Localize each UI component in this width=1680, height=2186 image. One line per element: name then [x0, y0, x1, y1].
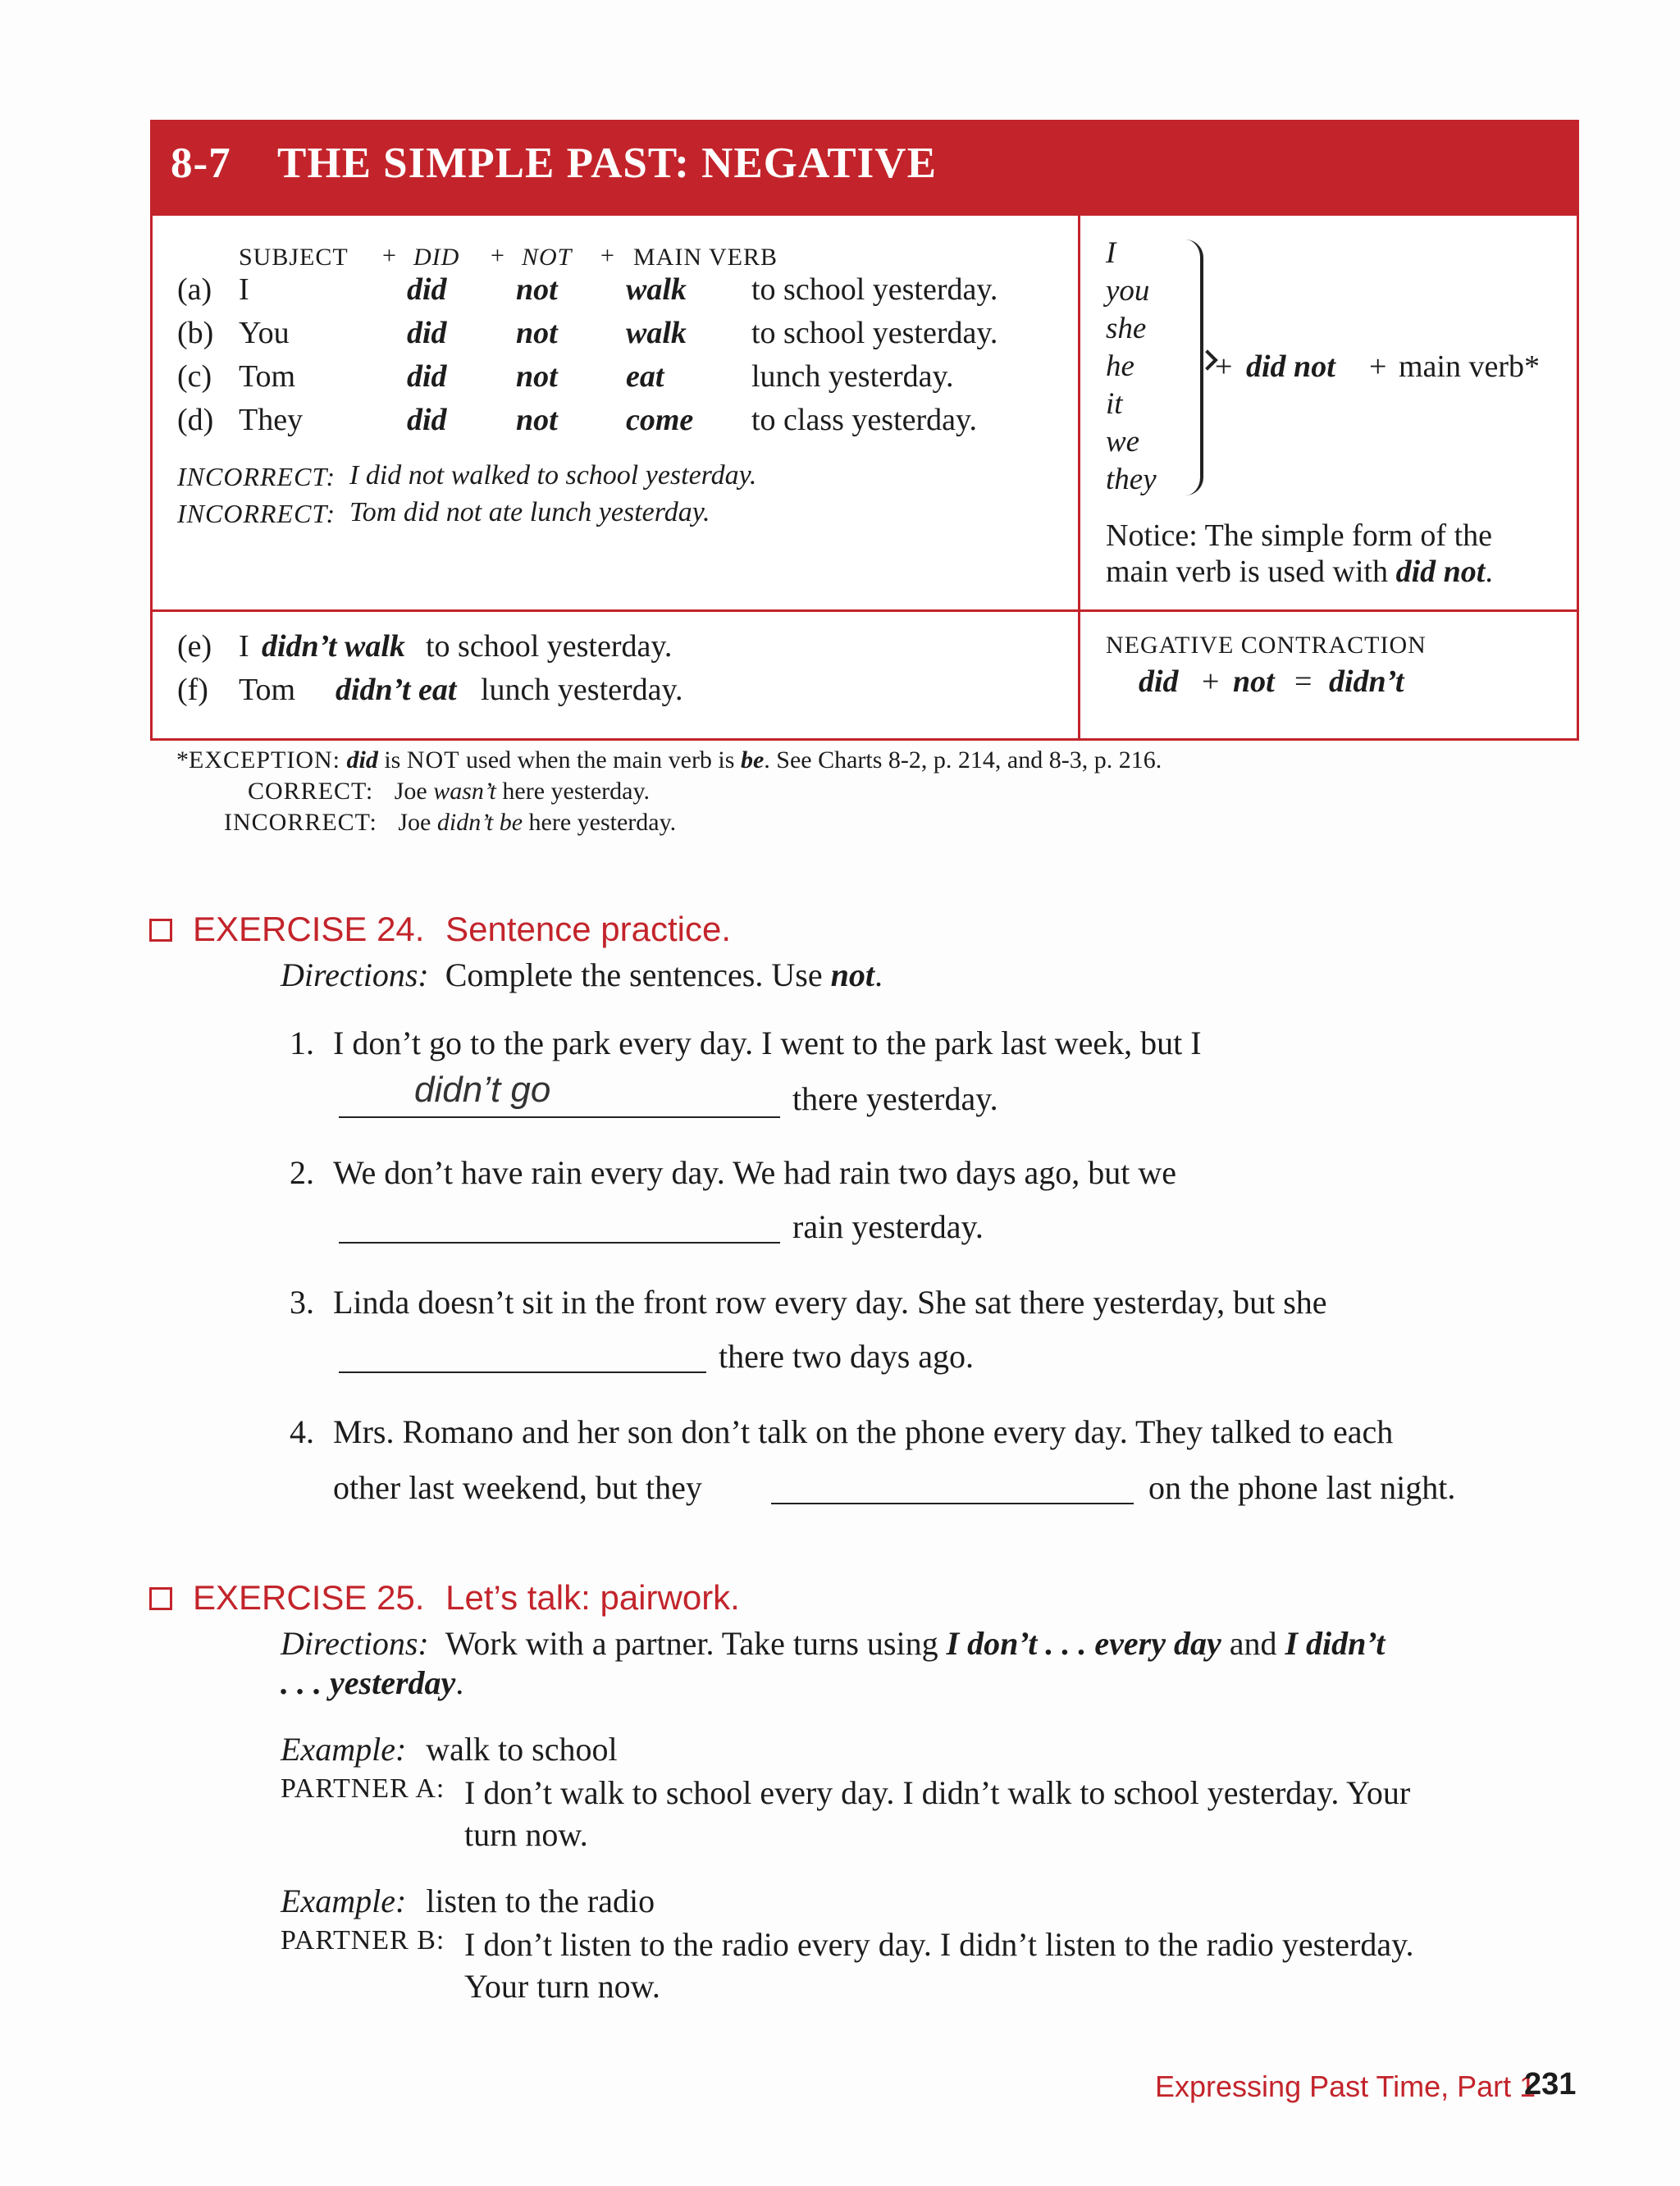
header-plus: + — [600, 242, 615, 269]
partner-label: PARTNER B: — [281, 1925, 445, 1956]
partner-text: I don’t listen to the radio every day. I didn’t listen to the radio yesterday. — [464, 1926, 1414, 1963]
notice-text: Notice: The simple form of the main verb is used with did not. — [1106, 518, 1493, 589]
exercise-checkbox[interactable] — [149, 919, 172, 942]
item-text: rain yesterday. — [792, 1208, 984, 1245]
partner-text: turn now. — [464, 1816, 588, 1853]
exercise-24-heading — [193, 910, 731, 949]
pronoun: they — [1106, 463, 1157, 496]
exercise-checkbox[interactable] — [149, 1587, 172, 1610]
grammar-chart: 8-7 THE SIMPLE PAST: NEGATIVE SUBJECT + DID + NOT + MAIN VERB (a) I did not walk to school yesterday. (b) You did not walk to school yesterday. (c) Tom did not eat lunch yesterday. (d) They did not come to class yesterday. INCORRECT: I did not walked to school yesterday. INCORRECT: Tom did not ate lunch yesterday. I you she he it we they + did not + main verb* Notice: The simple form of the main verb is used with did not. (e) I didn’t walk to school yesterday. (f) Tom didn’t eat lunch yesterday. NEGATIVE CONTRACTION did + not = didn’t — [150, 120, 1579, 741]
item-text: there two days ago. — [719, 1338, 975, 1375]
item-number: 3. — [290, 1284, 314, 1321]
partner-text: I don’t walk to school every day. I didn’t walk to school yesterday. Your — [464, 1774, 1411, 1811]
item-text: on the phone last night. — [1148, 1469, 1456, 1506]
answer-blank[interactable] — [339, 1115, 780, 1118]
item-text: Mrs. Romano and her son don’t talk on the phone every day. They talked to each — [333, 1413, 1394, 1450]
footnote-exception: *EXCEPTION: did is NOT used when the main verb is be. See Charts 8-2, p. 214, and 8-3, p. 216. — [176, 746, 1162, 774]
brace-icon — [1184, 240, 1203, 495]
item-text: We don’t have rain every day. We had rain two days ago, but we — [333, 1154, 1177, 1191]
footnote-correct: CORRECT: Joe wasn’t here yesterday. — [248, 778, 651, 805]
pronoun: it — [1106, 387, 1123, 421]
chart-divider-horizontal — [153, 609, 1577, 612]
item-text: other last weekend, but they — [333, 1469, 702, 1506]
example-prompt: Example: listen to the radio — [281, 1883, 655, 1919]
header-did: DID — [413, 244, 460, 271]
negative-contraction-title: NEGATIVE CONTRACTION — [1106, 632, 1427, 659]
chart-header — [153, 122, 1577, 216]
chart-number: 8-7 — [171, 139, 231, 187]
partner-text: Your turn now. — [464, 1968, 660, 2005]
item-text: Linda doesn’t sit in the front row every day. She sat there yesterday, but she — [333, 1284, 1327, 1321]
example-prompt: Example: walk to school — [281, 1731, 618, 1768]
footer-chapter-title: Expressing Past Time, Part 1 — [1155, 2070, 1536, 2103]
item-number: 4. — [290, 1413, 314, 1450]
item-text: I don’t go to the park every day. I went to the park last week, but I — [333, 1025, 1202, 1061]
footnote-incorrect: INCORRECT: Joe didn’t be here yesterday. — [224, 809, 677, 836]
pronoun: I — [1106, 236, 1116, 270]
answer-blank[interactable] — [339, 1240, 780, 1244]
header-not: NOT — [522, 244, 573, 271]
exercise-title: Let’s talk: pairwork. — [445, 1578, 740, 1617]
chart-title: THE SIMPLE PAST: NEGATIVE — [277, 139, 937, 187]
header-plus: + — [491, 242, 505, 269]
exercise-25-directions: Directions: Work with a partner. Take turns using I don’t . . . every day and I didn’t — [281, 1625, 1386, 1662]
pronoun: he — [1106, 349, 1134, 383]
pronoun: you — [1106, 274, 1150, 308]
exercise-25-directions-cont: . . . yesterday. — [281, 1664, 464, 1701]
item-number: 1. — [290, 1025, 314, 1061]
answer-blank[interactable] — [771, 1501, 1134, 1504]
exercise-label: EXERCISE 25. — [193, 1578, 425, 1617]
pronoun: we — [1106, 425, 1140, 459]
header-subject: SUBJECT — [239, 244, 349, 271]
answer-blank[interactable] — [339, 1370, 706, 1373]
pronoun: she — [1106, 312, 1147, 345]
exercise-24-directions: Directions: Complete the sentences. Use not. — [281, 956, 883, 993]
item-text: there yesterday. — [792, 1080, 998, 1117]
header-main-verb: MAIN VERB — [633, 244, 778, 271]
exercise-label: EXERCISE 24. — [193, 910, 425, 948]
exercise-title: Sentence practice. — [445, 910, 732, 948]
header-plus: + — [382, 242, 397, 269]
item-number: 2. — [290, 1154, 314, 1191]
filled-answer: didn’t go — [414, 1070, 551, 1110]
partner-label: PARTNER A: — [281, 1773, 445, 1804]
chart-divider-vertical — [1078, 216, 1080, 741]
page-number: 231 — [1524, 2067, 1577, 2102]
exercise-25-heading — [193, 1578, 740, 1618]
